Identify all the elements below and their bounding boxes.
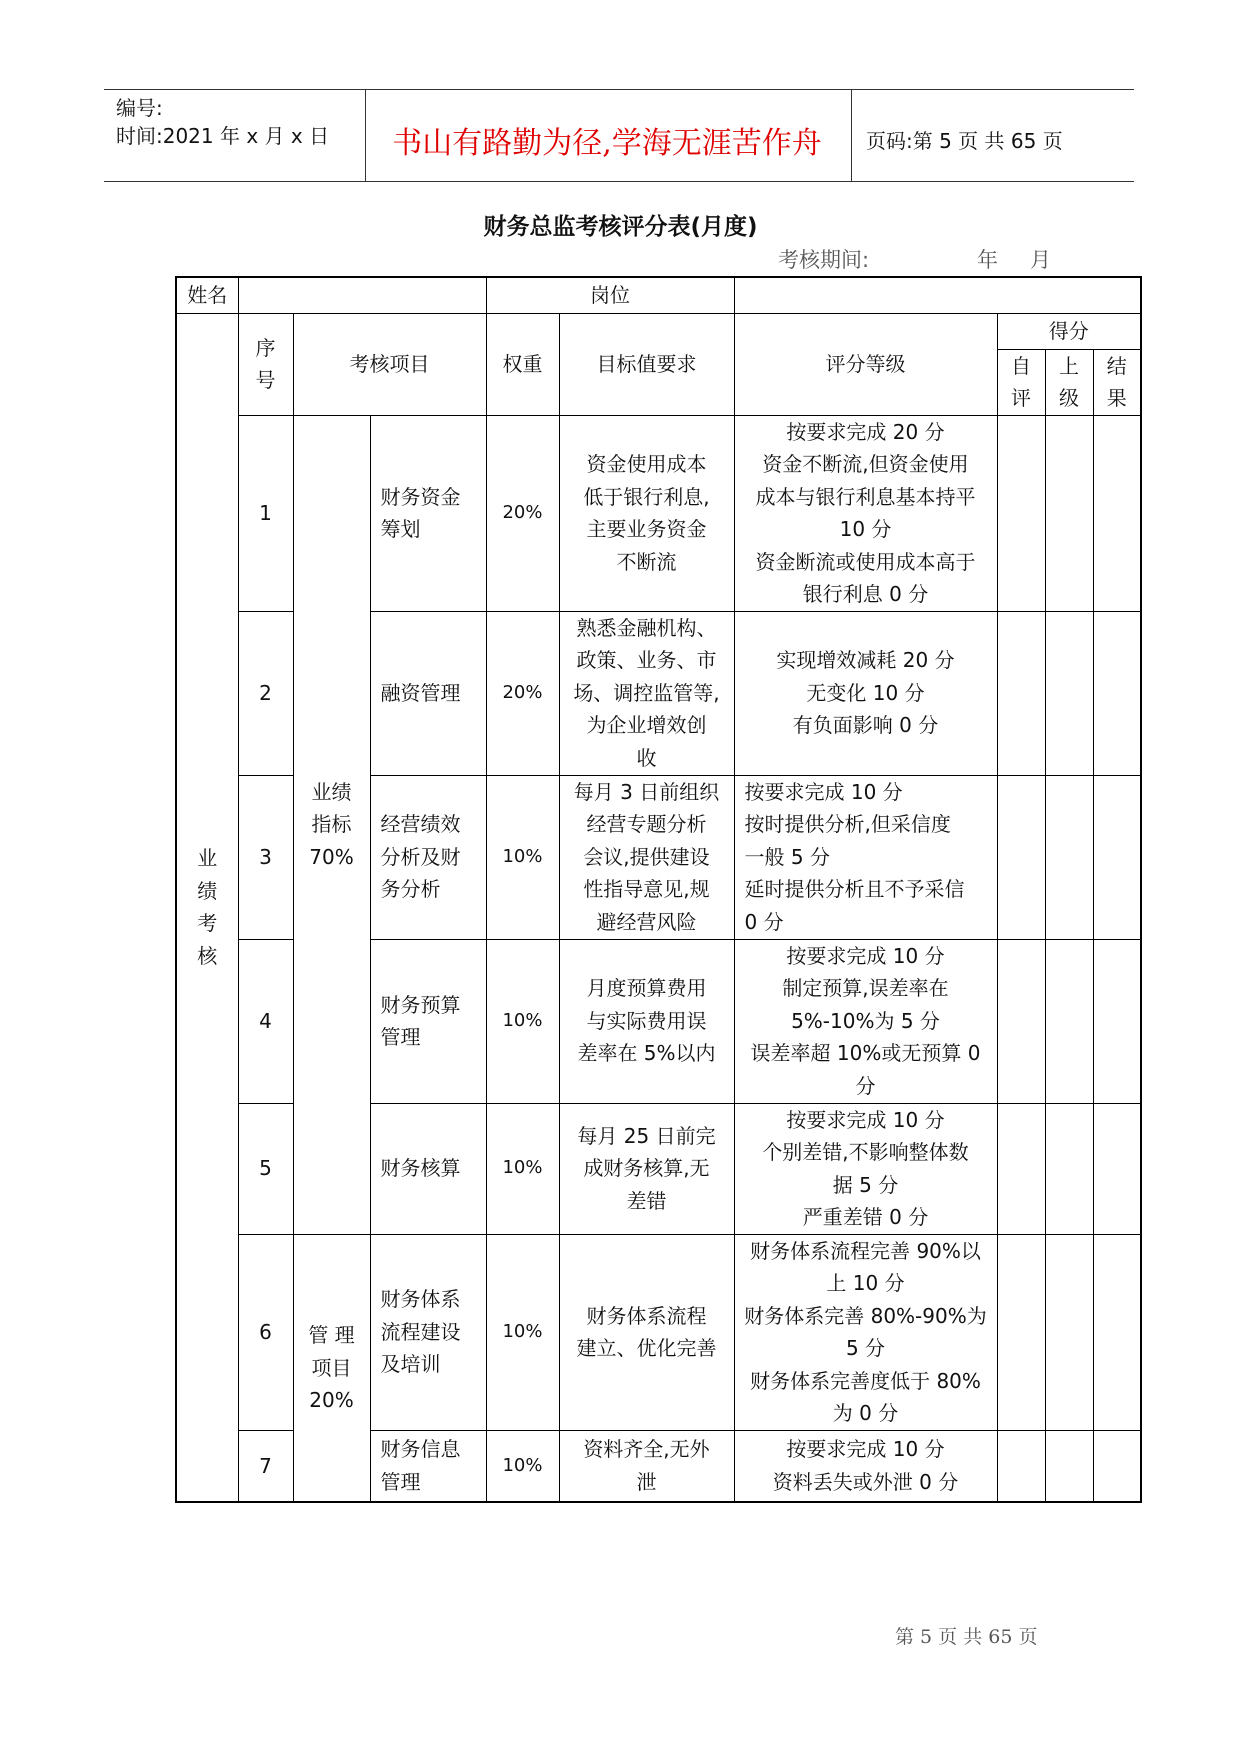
row-grading: 实现增效减耗 20 分 无变化 10 分 有负面影响 0 分 — [734, 611, 997, 775]
name-field[interactable] — [238, 277, 486, 313]
row-grading: 按要求完成 10 分 按时提供分析,但采信度 一般 5 分 延时提供分析且不予采信 0 分 — [734, 775, 997, 939]
score-result-cell[interactable] — [1093, 415, 1141, 611]
page-footer: 第 5 页 共 65 页 — [895, 1626, 1038, 1648]
score-superior-cell[interactable] — [1045, 611, 1093, 775]
col-header-seq: 序 号 — [238, 313, 293, 415]
period-label: 考核期间: — [778, 248, 870, 272]
name-label: 姓名 — [176, 277, 238, 313]
score-self-cell[interactable] — [997, 1234, 1045, 1430]
score-superior-cell[interactable] — [1045, 1103, 1093, 1234]
row-item: 财务信息 管理 — [370, 1430, 486, 1502]
period-year: 年 — [977, 248, 998, 272]
score-self-cell[interactable] — [997, 1430, 1045, 1502]
col-header-score: 得分 — [997, 313, 1141, 349]
row-target: 每月 3 日前组织 经营专题分析 会议,提供建设 性指导意见,规 避经营风险 — [559, 775, 734, 939]
row-weight: 10% — [486, 1103, 559, 1234]
position-field[interactable] — [734, 277, 1141, 313]
header-row — [176, 313, 1141, 349]
score-superior-cell[interactable] — [1045, 1234, 1093, 1430]
row-grading: 按要求完成 20 分 资金不断流,但资金使用 成本与银行利息基本持平 10 分 资金断流或使用成本高于 银行利息 0 分 — [734, 415, 997, 611]
header-top-rule — [104, 89, 1134, 90]
row-no: 3 — [238, 775, 293, 939]
serial-label: 编号: — [116, 96, 163, 120]
row-grading: 财务体系流程完善 90%以 上 10 分 财务体系完善 80%-90%为 5 分 财务体系完善度低于 80% 为 0 分 — [734, 1234, 997, 1430]
row-weight: 10% — [486, 939, 559, 1103]
col-header-superior: 上 级 — [1045, 349, 1093, 415]
row-grading: 按要求完成 10 分 个别差错,不影响整体数 据 5 分 严重差错 0 分 — [734, 1103, 997, 1234]
score-result-cell[interactable] — [1093, 1103, 1141, 1234]
score-result-cell[interactable] — [1093, 1430, 1141, 1502]
page-label: 页码:第 5 页 共 65 页 — [866, 129, 1063, 153]
row-grading: 按要求完成 10 分 资料丢失或外泄 0 分 — [734, 1430, 997, 1502]
row-target: 资金使用成本 低于银行利息, 主要业务资金 不断流 — [559, 415, 734, 611]
row-item: 经营绩效 分析及财 务分析 — [370, 775, 486, 939]
col-header-self: 自 评 — [997, 349, 1045, 415]
group-label-management: 管 理 项目 20% — [293, 1234, 370, 1502]
score-self-cell[interactable] — [997, 415, 1045, 611]
table-row — [176, 415, 1141, 611]
period-month: 月 — [1030, 248, 1051, 272]
col-header-result: 结 果 — [1093, 349, 1141, 415]
score-result-cell[interactable] — [1093, 611, 1141, 775]
row-no: 5 — [238, 1103, 293, 1234]
row-item: 财务资金 筹划 — [370, 415, 486, 611]
row-item: 财务核算 — [370, 1103, 486, 1234]
row-no: 6 — [238, 1234, 293, 1430]
row-no: 2 — [238, 611, 293, 775]
row-weight: 20% — [486, 611, 559, 775]
score-result-cell[interactable] — [1093, 775, 1141, 939]
col-header-grading: 评分等级 — [734, 313, 997, 415]
row-target: 财务体系流程 建立、优化完善 — [559, 1234, 734, 1430]
score-result-cell[interactable] — [1093, 939, 1141, 1103]
row-no: 4 — [238, 939, 293, 1103]
score-superior-cell[interactable] — [1045, 1430, 1093, 1502]
score-self-cell[interactable] — [997, 775, 1045, 939]
position-label: 岗位 — [486, 277, 734, 313]
score-self-cell[interactable] — [997, 939, 1045, 1103]
table-row — [176, 1234, 1141, 1430]
page-title: 财务总监考核评分表(月度) — [483, 214, 758, 240]
col-header-weight: 权重 — [486, 313, 559, 415]
row-no: 7 — [238, 1430, 293, 1502]
row-target: 资料齐全,无外 泄 — [559, 1430, 734, 1502]
header-divider-left — [365, 90, 366, 182]
row-weight: 10% — [486, 1430, 559, 1502]
score-self-cell[interactable] — [997, 611, 1045, 775]
row-item: 财务预算 管理 — [370, 939, 486, 1103]
header-divider-right — [851, 90, 852, 182]
col-header-target: 目标值要求 — [559, 313, 734, 415]
section-label: 业 绩 考 核 — [176, 313, 238, 1502]
row-target: 熟悉金融机构、 政策、业务、市 场、调控监管等, 为企业增效创 收 — [559, 611, 734, 775]
assessment-table — [175, 276, 1142, 1503]
score-self-cell[interactable] — [997, 1103, 1045, 1234]
score-superior-cell[interactable] — [1045, 415, 1093, 611]
header-bottom-rule — [104, 181, 1134, 182]
row-target: 每月 25 日前完 成财务核算,无 差错 — [559, 1103, 734, 1234]
row-item: 财务体系 流程建设 及培训 — [370, 1234, 486, 1430]
row-weight: 10% — [486, 1234, 559, 1430]
row-weight: 10% — [486, 775, 559, 939]
time-label: 时间:2021 年 x 月 x 日 — [116, 124, 330, 148]
group-label-performance: 业绩 指标 70% — [293, 415, 370, 1234]
slogan: 书山有路勤为径,学海无涯苦作舟 — [392, 126, 822, 161]
row-grading: 按要求完成 10 分 制定预算,误差率在 5%-10%为 5 分 误差率超 10%或无预算 0 分 — [734, 939, 997, 1103]
row-no: 1 — [238, 415, 293, 611]
score-superior-cell[interactable] — [1045, 939, 1093, 1103]
row-weight: 20% — [486, 415, 559, 611]
score-result-cell[interactable] — [1093, 1234, 1141, 1430]
row-target: 月度预算费用 与实际费用误 差率在 5%以内 — [559, 939, 734, 1103]
row-item: 融资管理 — [370, 611, 486, 775]
col-header-item: 考核项目 — [293, 313, 486, 415]
info-row — [176, 277, 1141, 313]
score-superior-cell[interactable] — [1045, 775, 1093, 939]
